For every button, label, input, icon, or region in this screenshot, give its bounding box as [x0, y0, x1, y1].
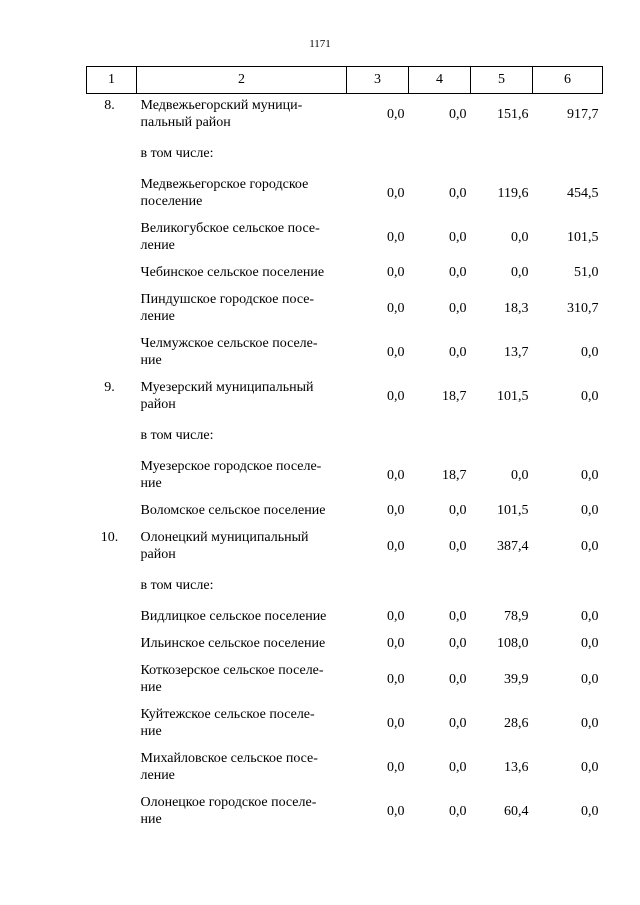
row-name: Видлицкое сельское поселение [140, 609, 327, 624]
value-col-4: 0,0 [449, 300, 467, 316]
value-col-4: 18,7 [442, 388, 467, 404]
value-col-6: 0,0 [581, 636, 599, 651]
row-name: Муезерский муниципальный район [140, 380, 314, 412]
row-name: Пиндушское городское посе- ление [140, 292, 315, 324]
value-col-3: 0,0 [387, 538, 405, 554]
page-number: 1171 [309, 38, 331, 50]
value-col-5: 0,0 [511, 265, 529, 280]
table-row [87, 745, 603, 789]
value-col-6: 917,7 [567, 106, 599, 122]
value-col-3: 0,0 [387, 388, 405, 404]
value-col-4: 0,0 [449, 671, 467, 687]
value-col-5: 387,4 [497, 538, 529, 554]
table-row [87, 374, 603, 418]
row-number [87, 330, 137, 374]
row-number [87, 453, 137, 497]
value-col-3 [347, 136, 409, 171]
row-number [87, 745, 137, 789]
value-col-3: 0,0 [387, 503, 405, 518]
row-number [87, 630, 137, 657]
value-col-6: 0,0 [581, 759, 599, 775]
row-name: в том числе: [140, 146, 214, 161]
row-name: в том числе: [140, 578, 214, 593]
table-row [87, 453, 603, 497]
row-number [87, 789, 137, 833]
value-col-5 [471, 418, 533, 453]
value-col-6: 310,7 [567, 300, 599, 316]
value-col-6: 101,5 [567, 229, 599, 245]
value-col-4: 0,0 [449, 759, 467, 775]
value-col-6: 0,0 [581, 344, 599, 360]
row-number: 10. [100, 530, 119, 545]
row-name: Куйтежское сельское поселе- ние [140, 707, 315, 739]
value-col-5: 101,5 [497, 388, 529, 404]
row-number [87, 701, 137, 745]
row-number [87, 259, 137, 286]
value-col-4: 0,0 [449, 609, 467, 624]
value-col-3: 0,0 [387, 636, 405, 651]
value-col-6: 454,5 [567, 185, 599, 201]
table-row [87, 603, 603, 630]
value-col-5 [471, 568, 533, 603]
value-col-4: 0,0 [449, 636, 467, 651]
value-col-4: 0,0 [449, 503, 467, 518]
value-col-6: 51,0 [574, 265, 599, 280]
value-col-3: 0,0 [387, 467, 405, 483]
table-row [87, 330, 603, 374]
row-name: в том числе: [140, 428, 214, 443]
value-col-5 [471, 136, 533, 171]
row-name: Великогубское сельское посе- ление [140, 221, 320, 253]
column-header-5: 5 [471, 67, 533, 94]
value-col-4 [409, 136, 471, 171]
value-col-4: 0,0 [449, 106, 467, 122]
table-row [87, 524, 603, 568]
value-col-3: 0,0 [387, 609, 405, 624]
row-name: Олонецкий муниципальный район [140, 530, 309, 562]
table-row [87, 215, 603, 259]
value-col-3 [347, 418, 409, 453]
row-name: Челмужское сельское поселе- ние [140, 336, 318, 368]
row-number [87, 657, 137, 701]
value-col-4 [409, 418, 471, 453]
table-row [87, 418, 603, 453]
table-row [87, 259, 603, 286]
value-col-4: 0,0 [449, 229, 467, 245]
value-col-6: 0,0 [581, 467, 599, 483]
value-col-5: 101,5 [497, 503, 529, 518]
value-col-3: 0,0 [387, 185, 405, 201]
table-row [87, 568, 603, 603]
value-col-5: 13,6 [504, 759, 529, 775]
row-number: 8. [104, 98, 115, 113]
row-number [87, 497, 137, 524]
value-col-3: 0,0 [387, 344, 405, 360]
value-col-6: 0,0 [581, 609, 599, 624]
value-col-3: 0,0 [387, 229, 405, 245]
row-name: Ильинское сельское поселение [140, 636, 326, 651]
value-col-5: 108,0 [497, 636, 529, 651]
column-header-1: 1 [87, 67, 137, 94]
value-col-4: 0,0 [449, 344, 467, 360]
header-row [87, 67, 603, 94]
value-col-4: 0,0 [449, 265, 467, 280]
value-col-3: 0,0 [387, 265, 405, 280]
value-col-3: 0,0 [387, 106, 405, 122]
row-name: Коткозерское сельское поселе- ние [140, 663, 324, 695]
table-row [87, 94, 603, 137]
value-col-6: 0,0 [581, 803, 599, 819]
value-col-6: 0,0 [581, 503, 599, 518]
value-col-4 [409, 568, 471, 603]
row-number [87, 286, 137, 330]
value-col-3: 0,0 [387, 671, 405, 687]
value-col-6: 0,0 [581, 715, 599, 731]
data-table [86, 66, 603, 833]
value-col-5: 28,6 [504, 715, 529, 731]
value-col-5: 78,9 [504, 609, 529, 624]
row-name: Михайловское сельское посе- ление [140, 751, 318, 783]
table-row [87, 286, 603, 330]
row-number [87, 603, 137, 630]
row-name: Муезерское городское поселе- ние [140, 459, 322, 491]
column-header-2: 2 [137, 67, 347, 94]
value-col-3: 0,0 [387, 803, 405, 819]
value-col-5: 60,4 [504, 803, 529, 819]
table-header [87, 67, 603, 94]
value-col-6 [533, 418, 603, 453]
row-name: Чебинское сельское поселение [140, 265, 325, 280]
value-col-6: 0,0 [581, 538, 599, 554]
column-header-4: 4 [409, 67, 471, 94]
column-header-3: 3 [347, 67, 409, 94]
row-number: 9. [104, 380, 115, 395]
table-row [87, 701, 603, 745]
value-col-3: 0,0 [387, 715, 405, 731]
value-col-6 [533, 568, 603, 603]
row-number [87, 136, 137, 171]
table-row [87, 497, 603, 524]
value-col-4: 0,0 [449, 185, 467, 201]
column-header-6: 6 [533, 67, 603, 94]
row-number [87, 568, 137, 603]
value-col-4: 0,0 [449, 803, 467, 819]
value-col-3 [347, 568, 409, 603]
row-name: Воломское сельское поселение [140, 503, 326, 518]
value-col-3: 0,0 [387, 300, 405, 316]
row-number [87, 171, 137, 215]
value-col-5: 39,9 [504, 671, 529, 687]
value-col-6: 0,0 [581, 671, 599, 687]
value-col-5: 119,6 [497, 185, 529, 201]
value-col-6: 0,0 [581, 388, 599, 404]
table-row [87, 136, 603, 171]
row-name: Медвежьегорское городское поселение [140, 177, 309, 209]
value-col-4: 0,0 [449, 715, 467, 731]
value-col-5: 151,6 [497, 106, 529, 122]
row-name: Олонецкое городское поселе- ние [140, 795, 317, 827]
value-col-6 [533, 136, 603, 171]
value-col-5: 13,7 [504, 344, 529, 360]
value-col-5: 18,3 [504, 300, 529, 316]
table-row [87, 657, 603, 701]
table-row [87, 789, 603, 833]
row-name: Медвежьегорский муници- пальный район [140, 98, 303, 130]
table-row [87, 630, 603, 657]
table-body [87, 94, 603, 834]
table-row [87, 171, 603, 215]
row-number [87, 418, 137, 453]
value-col-4: 0,0 [449, 538, 467, 554]
value-col-3: 0,0 [387, 759, 405, 775]
value-col-4: 18,7 [442, 467, 467, 483]
value-col-5: 0,0 [511, 229, 529, 245]
value-col-5: 0,0 [511, 467, 529, 483]
row-number [87, 215, 137, 259]
